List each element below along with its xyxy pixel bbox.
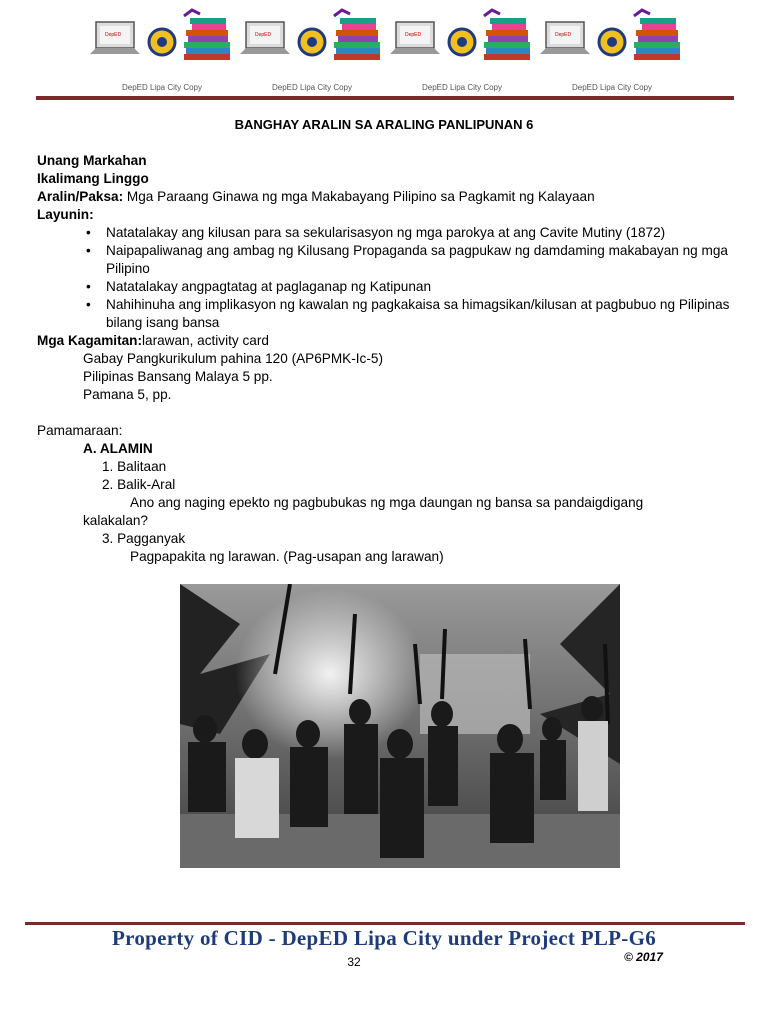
materials-line (37, 332, 737, 350)
topic-label: Aralin/Paksa: (37, 189, 124, 204)
header-banner-strip (88, 8, 688, 96)
property-footer: Property of CID - DepED Lipa City under Project PLP-G6 (111, 926, 657, 950)
reference-item: Gabay Pangkurikulum pahina 120 (AP6PMK-Ic-5) (83, 351, 383, 366)
objective-item: • Natatalakay angpagtatag at paglaganap ng Katipunan (106, 278, 737, 296)
quarter-heading: Unang Markahan (37, 153, 147, 168)
step-balik-aral: 2. Balik-Aral (102, 477, 176, 492)
laptop-books-illustration (88, 8, 236, 88)
balik-aral-question-cont: kalakalan? (83, 513, 148, 528)
banner-caption: DepED Lipa City Copy (421, 83, 503, 92)
objectives-list (37, 224, 737, 332)
objective-item: • Nahihinuha ang implikasyon ng kawalan ng pagkakaisa sa himagsikan/kilusan at pagbubuo ng Pilipinas bilang isang bansa (106, 296, 737, 332)
objective-item: • Naipapaliwanag ang ambag ng Kilusang Propaganda sa pagpukaw ng damdaming makabayan ng mga Pilipino (106, 242, 737, 278)
svg-text:DepED: DepED (255, 32, 272, 38)
objectives-label: Layunin: (37, 207, 94, 222)
spacer (37, 404, 737, 422)
step-balitaan: 1. Balitaan (102, 459, 167, 474)
svg-text:DepED: DepED (105, 32, 122, 38)
header-banner (88, 8, 236, 96)
materials-label: Mga Kagamitan: (37, 333, 142, 348)
step-pagganyak: 3. Pagganyak (102, 531, 186, 546)
banner-caption: DepED Lipa City Copy (271, 83, 353, 92)
copyright-mark: © 2017 (624, 950, 663, 964)
topic-value: Mga Paraang Ginawa ng mga Makabayang Pilipino sa Pagkamit ng Kalayaan (123, 189, 595, 204)
week-heading: Ikalimang Linggo (37, 171, 149, 186)
objective-item: • Natatalakay ang kilusan para sa sekularisasyon ng mga parokya at ang Cavite Mutiny (1872) (106, 224, 737, 242)
procedure-label: Pamamaraan: (37, 423, 123, 438)
page-number: 32 (347, 955, 361, 969)
banner-caption: DepED Lipa City Copy (121, 83, 203, 92)
laptop-books-illustration (238, 8, 386, 88)
document-title: BANGHAY ARALIN SA ARALING PANLIPUNAN 6 (234, 117, 534, 132)
photo-illustration (180, 584, 620, 868)
header-banner (238, 8, 386, 96)
svg-text:DepED: DepED (555, 32, 572, 38)
header-banner (388, 8, 536, 96)
banner-caption: DepED Lipa City Copy (571, 83, 653, 92)
laptop-books-illustration (388, 8, 536, 88)
svg-text:DepED: DepED (405, 32, 422, 38)
balik-aral-question: Ano ang naging epekto ng pagbubukas ng mga daungan ng bansa sa pandaigdigang (130, 495, 644, 510)
revolutionaries-photo (180, 584, 620, 868)
materials-value: larawan, activity card (142, 333, 269, 348)
lesson-plan-body (37, 152, 737, 566)
laptop-books-illustration (538, 8, 686, 88)
reference-item: Pilipinas Bansang Malaya 5 pp. (83, 369, 273, 384)
header-divider (36, 96, 734, 100)
header-banner (538, 8, 686, 96)
pagganyak-text: Pagpapakita ng larawan. (Pag-usapan ang larawan) (130, 549, 444, 564)
reference-item: Pamana 5, pp. (83, 387, 172, 402)
section-a-heading: A. ALAMIN (83, 441, 153, 456)
topic-line (37, 188, 737, 206)
footer-divider (25, 922, 745, 925)
